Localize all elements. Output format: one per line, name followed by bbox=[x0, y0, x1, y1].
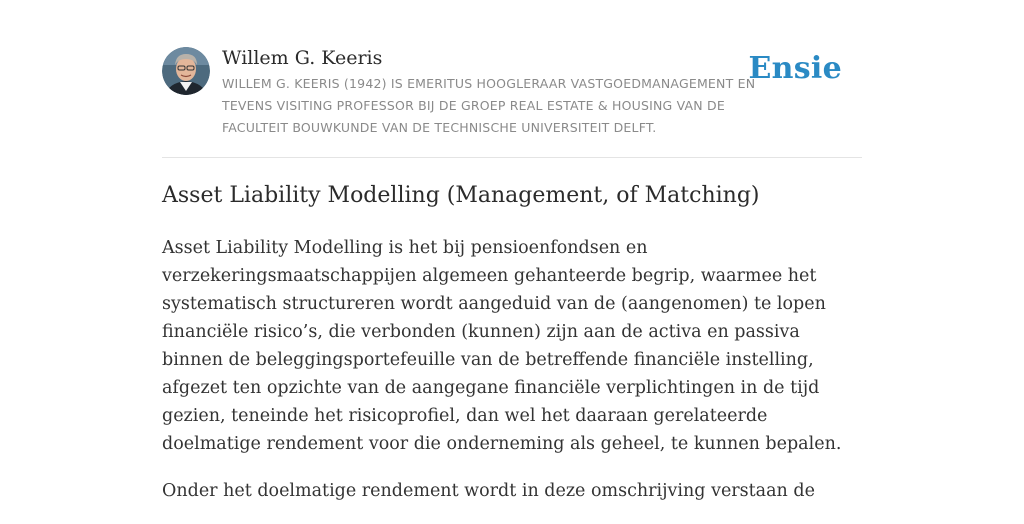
article-paragraph: Onder het doelmatige rendement wordt in deze omschrijving verstaan de bbox=[162, 481, 815, 501]
portrait-avatar-icon bbox=[162, 47, 210, 95]
author-bio: WILLEM G. KEERIS (1942) IS EMERITUS HOOGLERAAR VASTGOEDMANAGEMENT EN TEVENS VISITING PROFESSOR BIJ DE GROEP REAL ESTATE & HOUSING VAN DE FACULTEIT BOUWKUNDE VAN DE TECHNISCHE UNIVERSITEIT DELFT. bbox=[222, 76, 756, 135]
article-paragraph: Asset Liability Modelling is het bij pensioenfondsen en verzekeringsmaatschappijen algemeen gehanteerde begrip, waarmee het systematisch structureren wordt aangeduid van de (aangenomen) te lopen financiële risico’s, die verbonden (kunnen) zijn aan de activa en passiva binnen de beleggingsportefeuille van de betreffende financiële instelling, afgezet ten opzichte van de aangegane financiële verplichtingen in de tijd gezien, teneinde het risicoprofiel, dan wel het daaraan gerelateerde doelmatige rendement voor die onderneming als geheel, te kunnen bepalen. bbox=[162, 238, 842, 454]
author-name[interactable]: Willem G. Keeris bbox=[222, 47, 383, 69]
author-avatar[interactable] bbox=[162, 47, 210, 95]
author-header bbox=[162, 44, 862, 144]
header-divider bbox=[162, 157, 862, 158]
ensie-logo[interactable]: Ensie bbox=[748, 51, 842, 86]
article-title: Asset Liability Modelling (Management, of Matching) bbox=[162, 183, 760, 208]
article-body bbox=[162, 234, 862, 524]
